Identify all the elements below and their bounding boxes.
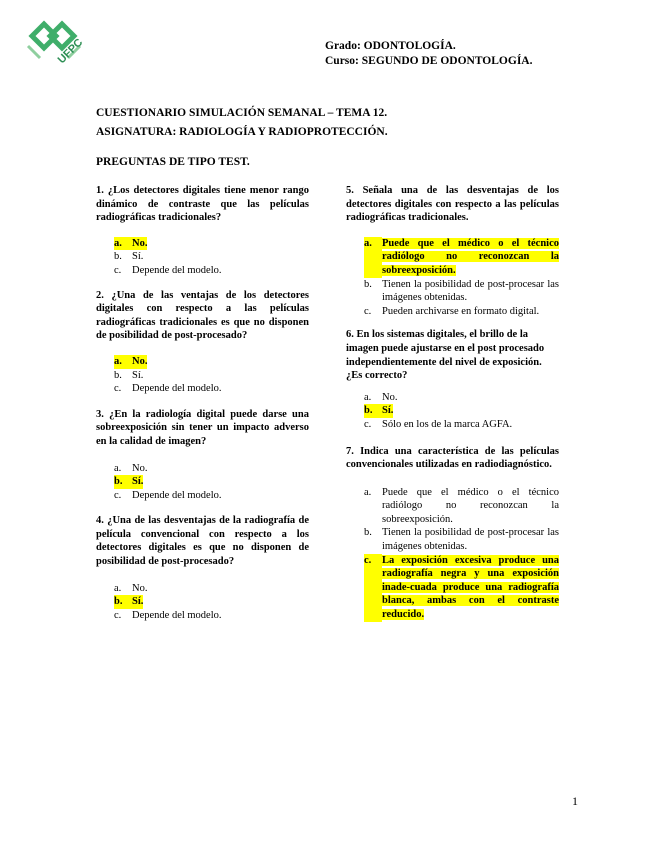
option-a: a. No.	[114, 237, 148, 249]
option-a: a. No.	[114, 462, 148, 474]
option-b: b. Tienen la posibilidad de post-procesar las imágenes obtenidas.	[364, 278, 559, 304]
option-b: b. Sí.	[114, 596, 144, 608]
logo-text: UFPC	[55, 36, 86, 67]
option-a: a. Puede que el médico o el técnico radiólogo no reconozcan la sobreexposición.	[364, 237, 559, 276]
section-title: PREGUNTAS DE TIPO TEST.	[96, 156, 250, 168]
document-title: CUESTIONARIO SIMULACIÓN SEMANAL – TEMA 12.	[96, 107, 388, 119]
question-4	[96, 514, 309, 622]
question-5	[346, 184, 559, 318]
option-b: b. Sí.	[114, 476, 144, 488]
question-text: 1. ¿Los detectores digitales tiene menor rango dinámico de contraste que las películas radiográficas tradicionales?	[96, 185, 309, 224]
question-text: 3. ¿En la radiología digital puede darse una sobreexposición sin tener un impacto adverso en la calidad de imagen?	[96, 408, 309, 447]
option-c: c. Depende del modelo.	[114, 264, 222, 276]
options-list	[364, 486, 559, 622]
option-b: b. Tienen la posibilidad de post-procesar las imágenes obtenidas.	[364, 527, 559, 553]
question-text: 7. Indica una característica de las películas convencionales utilizadas en radiodiagnóstico.	[346, 445, 559, 471]
grado-line	[325, 40, 456, 52]
curso-line	[325, 55, 532, 67]
option-c: c. Depende del modelo.	[114, 489, 222, 501]
option-c: c. Pueden archivarse en formato digital.	[364, 305, 540, 317]
options-list	[114, 462, 309, 503]
curso-value: SEGUNDO DE ODONTOLOGÍA.	[361, 55, 533, 67]
grado-label: Grado:	[325, 40, 361, 52]
option-c: c. La exposición excesiva produce una radiografía negra y una exposición inade-cuada produce una radiografía blanca, ambas con el contraste reducido.	[364, 554, 559, 621]
option-b: b. Sí.	[114, 369, 144, 381]
options-list	[364, 391, 559, 432]
option-a: a. No.	[114, 582, 148, 594]
option-c: c. Sólo en los de la marca AGFA.	[364, 418, 513, 430]
options-list	[364, 237, 559, 319]
curso-label: Curso:	[325, 55, 359, 67]
question-text: 5. Señala una de las desventajas de los detectores digitales con respecto a las películas radiográficas tradicionales.	[346, 185, 559, 224]
options-list	[114, 582, 309, 623]
option-c: c. Depende del modelo.	[114, 383, 222, 395]
question-7	[346, 445, 559, 622]
question-2	[96, 289, 309, 396]
question-text: 4. ¿Una de las desventajas de la radiografía de película convencional con respecto a los detectores digitales es que no disponen de posibilidad de post-procesado?	[96, 515, 309, 568]
question-text: 2. ¿Una de las ventajas de los detectores digitales con respecto a las películas radiográficas tradicionales es que no disponen de posibilidad de post-procesado?	[96, 289, 309, 342]
options-list	[114, 237, 309, 278]
ufpc-logo-graphic	[22, 14, 88, 76]
question-3	[96, 408, 309, 503]
page-number: 1	[572, 794, 578, 808]
options-list	[114, 355, 309, 396]
subject-title: ASIGNATURA: RADIOLOGÍA Y RADIOPROTECCIÓN.	[96, 126, 388, 138]
option-a: a. No.	[364, 391, 398, 403]
option-a: a. Puede que el médico o el técnico radiólogo no reconozcan la sobreexposición.	[364, 486, 559, 525]
option-b: b. Sí.	[114, 251, 144, 263]
option-a: a. No.	[114, 355, 148, 367]
question-text: 6. En los sistemas digitales, el brillo de la imagen puede ajustarse en el post procesado independientemente del nivel de exposición. ¿Es correcto?	[346, 329, 545, 382]
right-column	[346, 184, 559, 622]
question-6	[346, 328, 559, 431]
left-column	[96, 184, 309, 622]
option-b: b. Sí.	[364, 405, 394, 417]
option-c: c. Depende del modelo.	[114, 609, 222, 621]
grado-value: ODONTOLOGÍA.	[363, 40, 456, 52]
question-1	[96, 184, 309, 278]
ufpc-logo	[22, 14, 88, 76]
